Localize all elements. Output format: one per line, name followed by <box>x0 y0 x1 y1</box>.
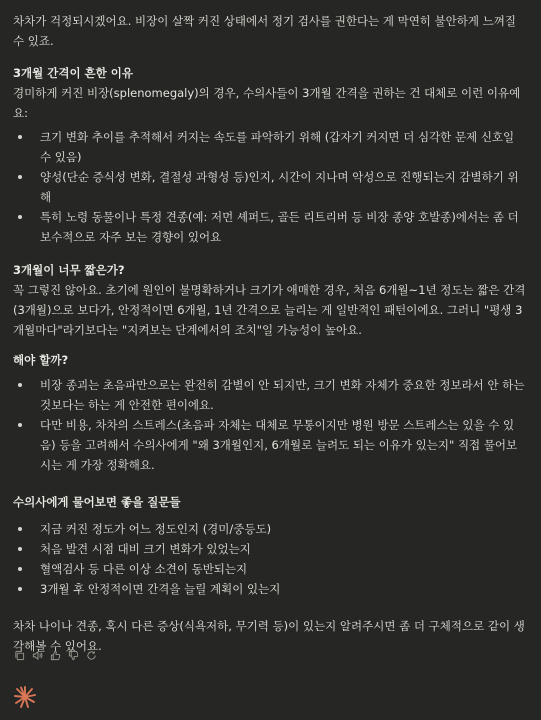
thumbs-down-icon[interactable] <box>68 650 79 661</box>
section-heading-questions: 수의사에게 물어보면 좋을 질문들 <box>13 495 181 509</box>
list-item: 혈액검사 등 다른 이상 소견이 동반되는지 <box>13 559 527 579</box>
bullet-dot <box>18 567 22 571</box>
section-heading-too-short: 3개월이 너무 짧은가? <box>13 263 125 277</box>
bullet-list-interval-reason <box>13 127 527 247</box>
bullet-dot <box>18 215 22 219</box>
bullet-dot <box>18 527 22 531</box>
list-item: 다만 비용, 차차의 스트레스(초음파 자체는 대체로 무통이지만 병원 방문 스트레스는 있을 수 있음) 등을 고려해서 수의사에게 "왜 3개월인지, 6개월로 늘려도 되는 이유가 있는지" 직접 물어보시는 게 가장 정확해요. <box>13 415 527 475</box>
assistant-message <box>13 11 527 656</box>
bullet-dot <box>18 547 22 551</box>
copy-icon[interactable] <box>14 650 25 661</box>
message-action-bar <box>14 650 97 661</box>
closing-paragraph: 차차 나이나 견종, 혹시 다른 증상(식욕저하, 무기력 등)이 있는지 알려주시면 좀 더 구체적으로 같이 생각해볼 수 있어요. <box>13 619 525 653</box>
list-item: 특히 노령 동물이나 특정 견종(예: 저먼 셰퍼드, 골든 리트리버 등 비장 종양 호발종)에서는 좀 더 보수적으로 자주 보는 경향이 있어요 <box>13 207 527 247</box>
bullet-dot <box>18 423 22 427</box>
claude-logo-icon <box>13 685 37 709</box>
section-text-interval-reason: 경미하게 커진 비장(splenomegaly)의 경우, 수의사들이 3개월 간격을 권하는 건 대체로 이런 이유예요: <box>13 86 521 120</box>
list-item: 지금 커진 정도가 어느 정도인지 (경미/중등도) <box>13 519 527 539</box>
bullet-list-should-do <box>13 375 527 475</box>
speaker-icon[interactable] <box>32 650 43 661</box>
bullet-dot <box>18 175 22 179</box>
list-item: 처음 발견 시점 대비 크기 변화가 있었는지 <box>13 539 527 559</box>
intro-paragraph: 차차가 걱정되시겠어요. 비장이 살짝 커진 상태에서 정기 검사를 권한다는 게 막연히 불안하게 느껴질 수 있죠. <box>13 14 516 48</box>
bullet-dot <box>18 587 22 591</box>
bullet-dot <box>18 135 22 139</box>
bullet-dot <box>18 383 22 387</box>
section-heading-interval-reason: 3개월 간격이 흔한 이유 <box>13 66 133 80</box>
thumbs-up-icon[interactable] <box>50 650 61 661</box>
bullet-list-questions <box>13 519 527 599</box>
section-heading-should-do: 해야 할까? <box>13 353 69 367</box>
list-item: 양성(단순 증식성 변화, 결절성 과형성 등)인지, 시간이 지나며 악성으로 진행되는지 감별하기 위해 <box>13 167 527 207</box>
list-item: 비장 종괴는 초음파만으로는 완전히 감별이 안 되지만, 크기 변화 자체가 중요한 정보라서 안 하는 것보다는 하는 게 안전한 편이에요. <box>13 375 527 415</box>
list-item: 3개월 후 안정적이면 간격을 늘릴 계획이 있는지 <box>13 579 527 599</box>
list-item: 크기 변화 추이를 추적해서 커지는 속도를 파악하기 위해 (갑자기 커지면 더 심각한 문제 신호일 수 있음) <box>13 127 527 167</box>
section-text-too-short: 꼭 그렇진 않아요. 초기에 원인이 불명확하거나 크기가 애매한 경우, 처음 6개월~1년 정도는 짧은 간격(3개월)으로 보다가, 안정적이면 6개월, 1년 간격으로 늘리는 게 일반적인 패턴이에요. 그러니 "평생 3개월마다"라기보다는 "지켜보는 단계에서의 조치"일 가능성이 높아요. <box>13 283 526 337</box>
retry-icon[interactable] <box>86 650 97 661</box>
